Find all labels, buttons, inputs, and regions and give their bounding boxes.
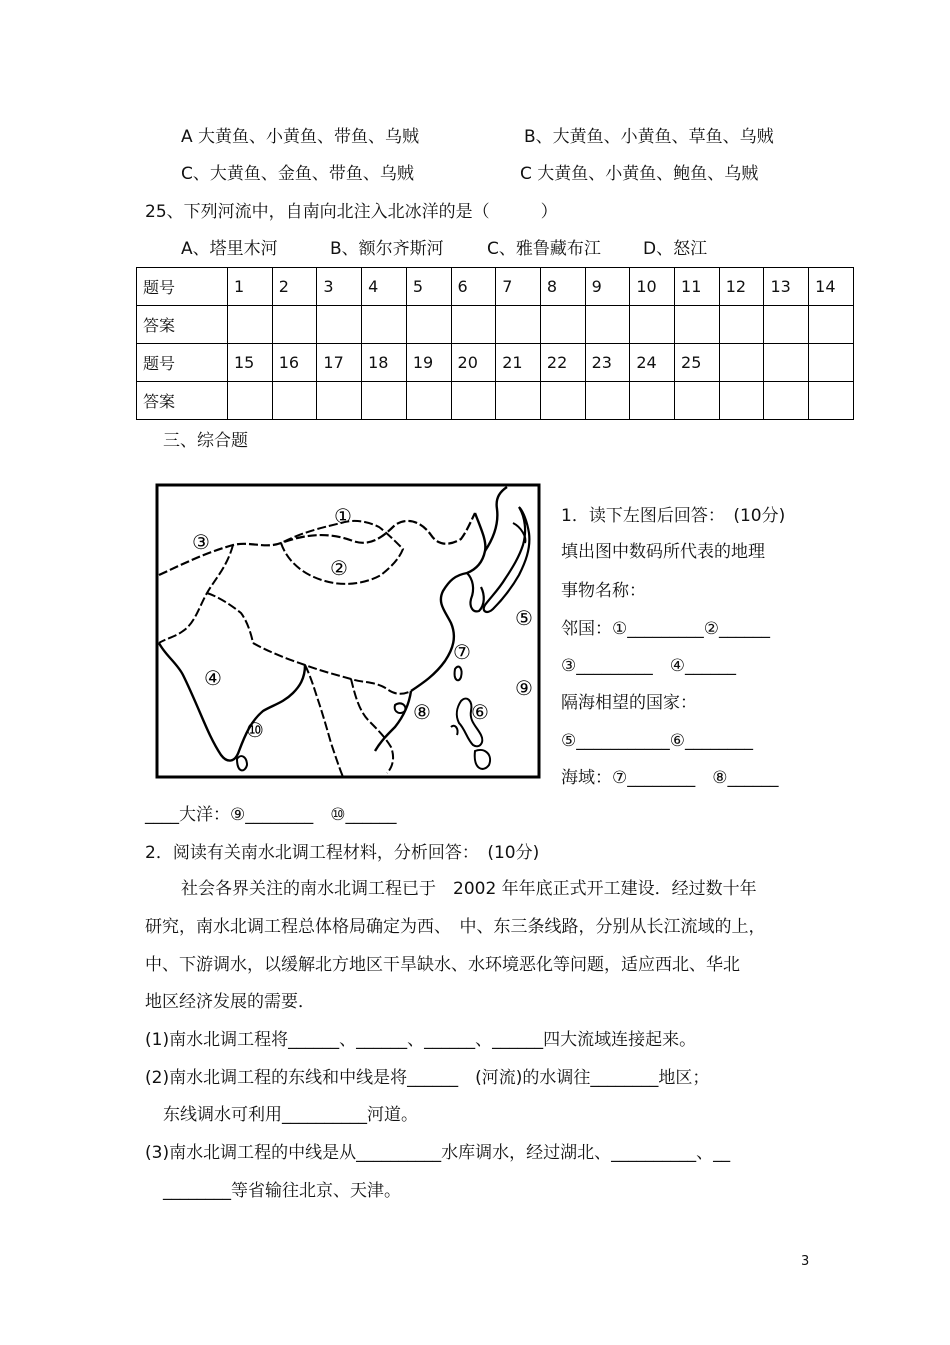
q25-option-a: A、塔里木河: [181, 239, 278, 259]
table-row: [137, 306, 854, 344]
q2-subquestion-3b: ________等省输往北京、天津。: [163, 1181, 401, 1201]
answer-cell[interactable]: [675, 382, 720, 420]
row-label: 题号: [137, 344, 228, 382]
row-label: 答案: [137, 306, 228, 344]
answer-cell[interactable]: [317, 382, 362, 420]
answer-cell[interactable]: [675, 306, 720, 344]
question-number: 21: [496, 344, 541, 382]
q2-subquestion-2: (2)南水北调工程的东线和中线是将______ (河流)的水调往________地区；: [145, 1068, 710, 1088]
answer-cell[interactable]: [540, 382, 585, 420]
answer-cell[interactable]: [228, 306, 273, 344]
page-number: 3: [801, 1254, 810, 1269]
q24-option-c: C、大黄鱼、金鱼、带鱼、乌贼: [181, 164, 414, 184]
question-number: [764, 344, 809, 382]
section-title: 三、综合题: [163, 431, 248, 451]
q2-title: 2．阅读有关南水北调工程材料，分析回答： (10分): [145, 843, 540, 863]
question-number: 24: [630, 344, 675, 382]
question-number: 17: [317, 344, 362, 382]
q25-stem: 25、下列河流中，自南向北注入北冰洋的是（ ）: [145, 202, 558, 222]
answer-cell[interactable]: [809, 382, 854, 420]
question-number: 19: [406, 344, 451, 382]
map-marker-3: ③: [192, 530, 210, 554]
table-row: [137, 382, 854, 420]
question-number: 7: [496, 268, 541, 306]
question-number: 2: [272, 268, 317, 306]
answer-cell[interactable]: [764, 382, 809, 420]
q25-option-b: B、额尔齐斯河: [330, 239, 444, 259]
q2-paragraph-line4: 地区经济发展的需要．: [145, 992, 315, 1012]
question-number: 25: [675, 344, 720, 382]
question-number: 22: [540, 344, 585, 382]
answer-cell[interactable]: [630, 382, 675, 420]
question-number: 15: [228, 344, 273, 382]
map-marker-10: ⑩: [246, 718, 264, 742]
answer-table: [136, 267, 854, 420]
question-number: 5: [406, 268, 451, 306]
answer-cell[interactable]: [451, 382, 496, 420]
map-marker-5: ⑤: [515, 606, 533, 630]
answer-cell[interactable]: [496, 306, 541, 344]
answer-cell[interactable]: [719, 306, 764, 344]
q25-option-c: C、雅鲁藏布江: [487, 239, 601, 259]
q2-subquestion-2b: 东线调水可利用__________河道。: [163, 1105, 418, 1125]
question-number: 6: [451, 268, 496, 306]
asia-outline-map: [155, 483, 541, 779]
question-number: 13: [764, 268, 809, 306]
row-label: 题号: [137, 268, 228, 306]
q1-oceans: ____大洋：⑨________ ⑩______: [145, 805, 397, 825]
question-number: 14: [809, 268, 854, 306]
q25-option-d: D、怒江: [643, 239, 708, 259]
answer-cell[interactable]: [540, 306, 585, 344]
answer-cell[interactable]: [630, 306, 675, 344]
table-row: [137, 268, 854, 306]
q24-option-a: A 大黄鱼、小黄鱼、带鱼、乌贼: [181, 127, 420, 147]
answer-cell[interactable]: [496, 382, 541, 420]
answer-cell[interactable]: [719, 382, 764, 420]
map-marker-6: ⑥: [471, 700, 489, 724]
q2-subquestion-3: (3)南水北调工程的中线是从__________水库调水，经过湖北、__________、__: [145, 1143, 731, 1163]
q1-line1: 填出图中数码所代表的地理: [561, 542, 765, 562]
question-number: 1: [228, 268, 273, 306]
q2-paragraph-line3: 中、下游调水，以缓解北方地区干旱缺水、水环境恶化等问题，适应西北、华北: [145, 955, 740, 975]
map-marker-2: ②: [330, 556, 348, 580]
answer-cell[interactable]: [228, 382, 273, 420]
answer-cell[interactable]: [585, 382, 630, 420]
answer-cell[interactable]: [406, 382, 451, 420]
q1-neighbors: 邻国：①_________②______: [561, 619, 770, 639]
q1-line2: 事物名称：: [561, 581, 646, 601]
q24-option-b: B、大黄鱼、小黄鱼、草鱼、乌贼: [524, 127, 774, 147]
answer-cell[interactable]: [362, 306, 407, 344]
q1-seas: 海域：⑦________ ⑧______: [561, 768, 779, 788]
q24-option-d: C 大黄鱼、小黄鱼、鲍鱼、乌贼: [520, 164, 759, 184]
answer-cell[interactable]: [272, 306, 317, 344]
map-marker-4: ④: [204, 666, 222, 690]
q2-paragraph-line1: 社会各界关注的南水北调工程已于 2002 年年底正式开工建设．经过数十年: [181, 879, 757, 899]
question-number: 9: [585, 268, 630, 306]
question-number: 8: [540, 268, 585, 306]
question-number: 18: [362, 344, 407, 382]
q2-subquestion-1: (1)南水北调工程将______、______、______、______四大流域连接起来。: [145, 1030, 697, 1050]
question-number: 3: [317, 268, 362, 306]
question-number: 23: [585, 344, 630, 382]
q1-title: 1．读下左图后回答： (10分): [561, 506, 786, 526]
answer-cell[interactable]: [764, 306, 809, 344]
question-number: 10: [630, 268, 675, 306]
answer-cell[interactable]: [451, 306, 496, 344]
map-marker-1: ①: [334, 504, 352, 528]
question-number: [719, 344, 764, 382]
question-number: 12: [719, 268, 764, 306]
answer-cell[interactable]: [272, 382, 317, 420]
question-number: 20: [451, 344, 496, 382]
answer-cell[interactable]: [362, 382, 407, 420]
map-marker-9: ⑨: [515, 676, 533, 700]
table-row: [137, 344, 854, 382]
map-marker-7: ⑦: [453, 640, 471, 664]
q2-paragraph-line2: 研究，南水北调工程总体格局确定为西、 中、东三条线路，分别从长江流域的上，: [145, 917, 766, 937]
answer-cell[interactable]: [585, 306, 630, 344]
answer-cell[interactable]: [317, 306, 362, 344]
answer-cell[interactable]: [809, 306, 854, 344]
question-number: 4: [362, 268, 407, 306]
q1-neighbors-2: ③_________ ④______: [561, 656, 736, 676]
question-number: 11: [675, 268, 720, 306]
q1-across-sea: ⑤___________⑥________: [561, 731, 753, 751]
row-label: 答案: [137, 382, 228, 420]
question-number: [809, 344, 854, 382]
answer-cell[interactable]: [406, 306, 451, 344]
question-number: 16: [272, 344, 317, 382]
q1-across-sea-title: 隔海相望的国家：: [561, 693, 697, 713]
map-marker-8: ⑧: [413, 700, 431, 724]
